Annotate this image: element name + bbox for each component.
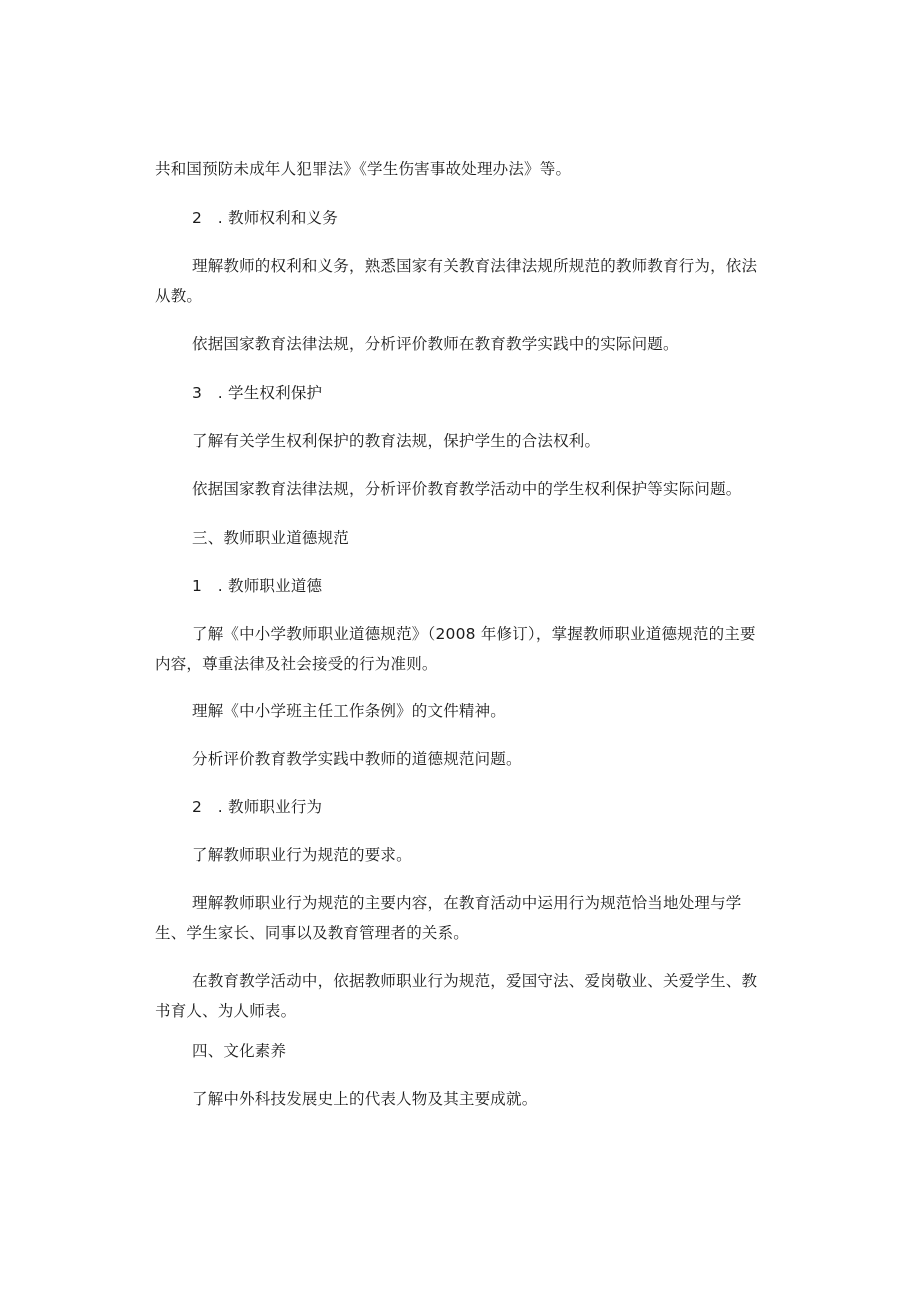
paragraph-line: 生、学生家长、同事以及教育管理者的关系。 xyxy=(155,924,470,942)
section-heading: 2 . 教师权利和义务 xyxy=(192,209,338,227)
chapter-heading: 三、教师职业道德规范 xyxy=(192,529,350,547)
section-heading: 2 . 教师职业行为 xyxy=(192,798,323,816)
paragraph-line: 了解教师职业行为规范的要求。 xyxy=(192,846,412,864)
paragraph-line: 在教育教学活动中，依据教师职业行为规范，爱国守法、爱岗敬业、关爱学生、教 xyxy=(192,972,758,990)
paragraph-line: 依据国家教育法律法规，分析评价教育教学活动中的学生权利保护等实际问题。 xyxy=(192,480,742,498)
paragraph-line: 共和国预防未成年人犯罪法》《学生伤害事故处理办法》等。 xyxy=(155,160,572,178)
chapter-heading: 四、文化素养 xyxy=(192,1042,287,1060)
section-heading: 1 . 教师职业道德 xyxy=(192,577,323,595)
paragraph-line: 了解中外科技发展史上的代表人物及其主要成就。 xyxy=(192,1090,538,1108)
paragraph-line: 依据国家教育法律法规，分析评价教师在教育教学实践中的实际问题。 xyxy=(192,335,679,353)
paragraph-line: 理解教师的权利和义务，熟悉国家有关教育法律法规所规范的教师教育行为，依法 xyxy=(192,257,758,275)
paragraph-line: 理解教师职业行为规范的主要内容，在教育活动中运用行为规范恰当地处理与学 xyxy=(192,894,742,912)
section-heading: 3 . 学生权利保护 xyxy=(192,384,323,402)
paragraph-line: 了解有关学生权利保护的教育法规，保护学生的合法权利。 xyxy=(192,432,601,450)
paragraph-line: 理解《中小学班主任工作条例》的文件精神。 xyxy=(192,702,507,720)
paragraph-line: 书育人、为人师表。 xyxy=(155,1002,297,1020)
paragraph-line: 内容，尊重法律及社会接受的行为准则。 xyxy=(155,655,438,673)
paragraph-line: 分析评价教育教学实践中教师的道德规范问题。 xyxy=(192,750,522,768)
paragraph-line: 从教。 xyxy=(155,287,203,305)
paragraph-line: 了解《中小学教师职业道德规范》（2008 年修订），掌握教师职业道德规范的主要 xyxy=(192,625,756,643)
